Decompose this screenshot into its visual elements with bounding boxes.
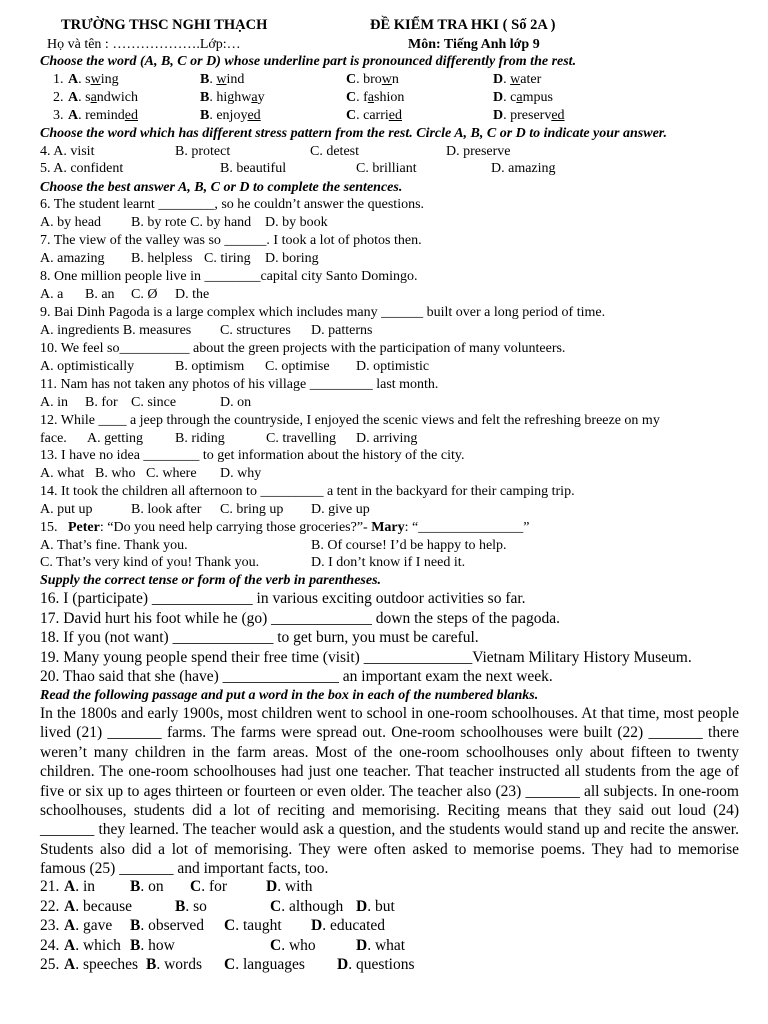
verb-question: 16. I (participate) _____________ in various exciting outdoor activities so far. [40,590,526,607]
subject-label: Môn: Tiếng Anh lớp 9 [408,37,540,52]
question-text: 9. Bai Dinh Pagoda is a large complex which includes many ______ built over a long period of time. [40,305,606,320]
school-name: TRƯỜNG THSC NGHI THẠCH [61,17,268,33]
section-passage-heading: Read the following passage and put a word in the box in each of the numbered blanks. [40,688,539,703]
question-text: 10. We feel so__________ about the green projects with the participation of many volunteers. [40,341,566,356]
question-text: 8. One million people live in ________capital city Santo Domingo. [40,269,418,284]
exam-title: ĐỀ KIỂM TRA HKI ( Số 2A ) [370,17,556,33]
section-verb-form-heading: Supply the correct tense or form of the verb in parentheses. [40,573,382,588]
verb-question: 19. Many young people spend their free time (visit) ______________Vietnam Military History Museum. [40,649,692,666]
reading-passage: In the 1800s and early 1900s, most children went to school in one-room schoolhouses. At that time, most people lived (21) _______ farms. The farms were spread out. One-room schoolhouses were built (22) _______ there weren’t many children in the farm areas. Most of the one-room schoolhouses only about fifteen to twenty children. The one-room schoolhouses had just one teacher. That teacher instructed all students from the age of five or six up to ages thirteen or fourteen or even older. The teacher also (23) _______ all subjects. In one-room schoolhouses, students did a lot of reciting and memorising. Reciting means that they said out loud (24) _______ they learned. The teacher would ask a question, and the students would stand up and recite the answer. Students also did a lot of memorising. They were often asked to memorise poems. They had to memorise famous (25) _______ and important facts, too. [40,705,739,878]
question-text: 7. The view of the valley was so ______. I took a lot of photos then. [40,233,422,248]
student-name-line: Họ và tên : ……………….Lớp:… [47,37,241,52]
section-pronunciation-heading: Choose the word (A, B, C or D) whose underline part is pronounced differently from the rest. [40,54,577,69]
question-text: 11. Nam has not taken any photos of his village _________ last month. [40,377,439,392]
question-text: 12. While ____ a jeep through the countryside, I enjoyed the scenic views and felt the refreshing breeze on my [40,413,660,428]
question-text: 14. It took the children all afternoon to _________ a tent in the backyard for their camping trip. [40,484,575,499]
verb-question: 18. If you (not want) _____________ to get burn, you must be careful. [40,629,479,646]
verb-question: 20. Thao said that she (have) _______________ an important exam the next week. [40,668,553,685]
verb-question: 17. David hurt his foot while he (go) _____________ down the steps of the pagoda. [40,610,561,627]
question-text: 6. The student learnt ________, so he couldn’t answer the questions. [40,197,425,212]
exam-page: TRƯỜNG THSC NGHI THẠCH ĐỀ KIỂM TRA HKI ( Số 2A ) Họ và tên : ……………….Lớp:… Môn: Tiếng Anh lớp 9 Choose the word (A, B, C or D) whose underline part is pronounced differently from the rest. 1. A. swing B. wind C. brown D. water 2. A. sandwich B. highway C. fashion D. campus 3. A. reminded B. enjoyed C. carried D. preserved Choose the word which has different stress pattern from the rest. Circle A, B, C or D to indicate your answer. 4. A. visit B. protect C. detest D. preserve 5. A. confident B. beautiful C. brilliant D. amazing Choose the best answer A, B, C or D to complete the sentences. 6. The student learnt ________, so he couldn’t answer the questions. A. by head B. by rote C. by hand D. by book 7. The view of the valley was so ______. I took a lot of photos then. A. amazing B. helpless C. tiring D. boring 8. One million people live in ________capital city Santo Domingo. A. a B. an C. Ø D. the 9. Bai Dinh Pagoda is a large complex which includes many ______ built over a long period of time. A. ingredients B. measures C. structures D. patterns 10. We feel so__________ about the green projects with the participation of many volunteers. A. optimistically B. optimism C. optimise D. optimistic 11. Nam has not taken any photos of his village _________ last month. A. in B. for C. since D. on 12. While ____ a jeep through the countryside, I enjoyed the scenic views and felt the refreshing breeze on my face. A. getting B. riding C. travelling D. arriving 13. I have no idea ________ to get information about the history of the city. A. what B. who C. where D. why 14. It took the children all afternoon to _________ a tent in the backyard for their camping trip. A. put up B. look after C. bring up D. give up 15. Peter: “Do you need help carrying those groceries?”- Mary: “_______________” A. That’s fine. Thank you. B. Of course! I’d be happy to help. C. That’s very kind of you! Thank you. D. I don’t know if I need it. Supply the correct tense or form of the verb in parentheses. 16. I (participate) _____________ in various exciting outdoor activities so far. 17. David hurt his foot while he (go) _____________ down the steps of the pagoda. 18. If you (not want) _____________ to get burn, you must be careful. 19. Many young people spend their free time (visit) ______________Vietnam Military History Museum. 20. Thao said that she (have) _______________ an important exam the next week. Read the following passage and put a word in the box in each of the numbered blanks. In the 1800s and early 1900s, most children went to school in one-room schoolhouses. At that time, most people lived (21) _______ farms. The farms were spread out. One-room schoolhouses were built (22) _______ there weren’t many children in the farm areas. Most of the one-room schoolhouses only about fifteen to twenty children. The one-room schoolhouses had just one teacher. That teacher instructed all students from the age of five or six up to ages thirteen or fourteen or even older. The teacher also (23) _______ all subjects. In one-room schoolhouses, students did a lot of reciting and memorising. Reciting means that they said out loud (24) _______ they learned. The teacher would ask a question, and the students would stand up and recite the answer. Students also did a lot of memorising. They were often asked to memorise poems. They had to memorise famous (25) _______ and important facts, too. 21. A. in B. on C. for D. with 22. A. because B. so C. although D. but 23. A. gave B. observed C. taught D. educated 24. A. which B. how C. who D. what 25. A. speeches B. words C. languages D. questions [40,17,739,973]
section-stress-heading: Choose the word which has different stress pattern from the rest. Circle A, B, C or D to indicate your answer. [40,126,667,141]
speaker-peter: Peter [68,520,100,535]
section-best-answer-heading: Choose the best answer A, B, C or D to complete the sentences. [40,180,403,195]
question-text: 13. I have no idea ________ to get information about the history of the city. [40,448,465,463]
question-text: 15. Peter: “Do you need help carrying those groceries?”- Mary: “_______________” [40,520,530,535]
speaker-mary: Mary [371,520,405,535]
